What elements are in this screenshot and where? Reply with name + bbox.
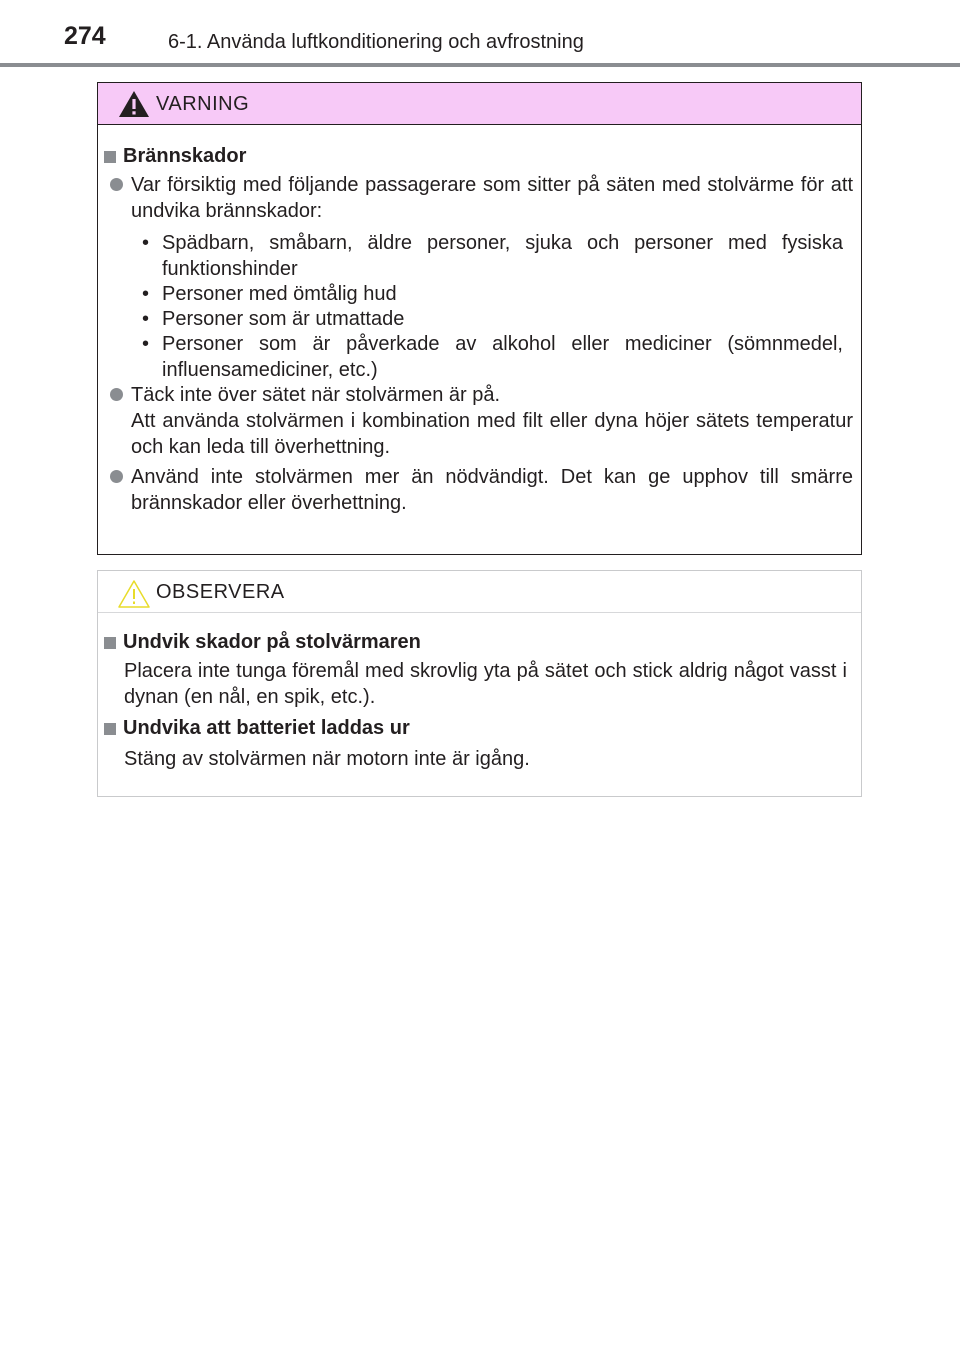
warning-item-2-line1: Täck inte över sätet när stolvärmen är på. — [131, 384, 501, 406]
notice-heading-2: Undvika att batteriet laddas ur — [104, 717, 410, 740]
warning-item-2 — [110, 382, 853, 460]
warning-label: VARNING — [156, 93, 250, 115]
notice-text-1: Placera inte tunga föremål med skrovlig yta på sätet och stick aldrig något vasst i dynan (en nål, en spik, etc.). — [124, 660, 847, 708]
warning-item-2-line2: Att använda stolvärmen i kombination med filt eller dyna höjer sätets temperatur och kan leda till överhettning. — [131, 410, 853, 458]
warning-item-1-text: Var försiktig med följande passagerare som sitter på säten med stolvärme för att undvika brännskador: — [131, 174, 853, 222]
warning-heading — [104, 145, 246, 168]
notice-label: OBSERVERA — [156, 581, 285, 603]
warning-box — [97, 82, 862, 555]
warning-bullet-4: • Personer som är påverkade av alkohol eller mediciner (sömnmedel, influensamediciner, etc.) — [142, 333, 843, 381]
section-title: 6-1. Använda luftkonditionering och avfrostning — [168, 31, 584, 53]
warning-triangle-filled-icon — [117, 89, 151, 119]
warning-item-3-text: Använd inte stolvärmen mer än nödvändigt. Det kan ge upphov till smärre brännskador eller överhettning. — [131, 466, 853, 514]
square-bullet-icon — [104, 151, 116, 163]
warning-triangle-outline-icon — [117, 579, 151, 609]
circle-bullet-icon — [110, 470, 123, 483]
warning-bullet-3: • Personer som är utmattade — [142, 308, 405, 330]
circle-bullet-icon — [110, 178, 123, 191]
notice-box-header — [98, 571, 861, 613]
warning-heading-text: Brännskador — [123, 145, 247, 167]
header-divider — [0, 63, 960, 67]
warning-bullet-1: • Spädbarn, småbarn, äldre personer, sjuka och personer med fysiska funktionshinder — [142, 232, 843, 280]
page-number: 274 — [64, 22, 106, 50]
warning-item-3 — [110, 464, 853, 516]
square-bullet-icon — [104, 723, 116, 735]
warning-bullet-2: • Personer med ömtålig hud — [142, 283, 397, 305]
circle-bullet-icon — [110, 388, 123, 401]
notice-heading-1: Undvik skador på stolvärmaren — [104, 631, 421, 654]
notice-box — [97, 570, 862, 797]
warning-box-header — [98, 83, 861, 125]
square-bullet-icon — [104, 637, 116, 649]
page-header — [0, 0, 960, 70]
notice-text-2: Stäng av stolvärmen när motorn inte är igång. — [124, 748, 530, 770]
warning-item-1 — [110, 172, 853, 224]
